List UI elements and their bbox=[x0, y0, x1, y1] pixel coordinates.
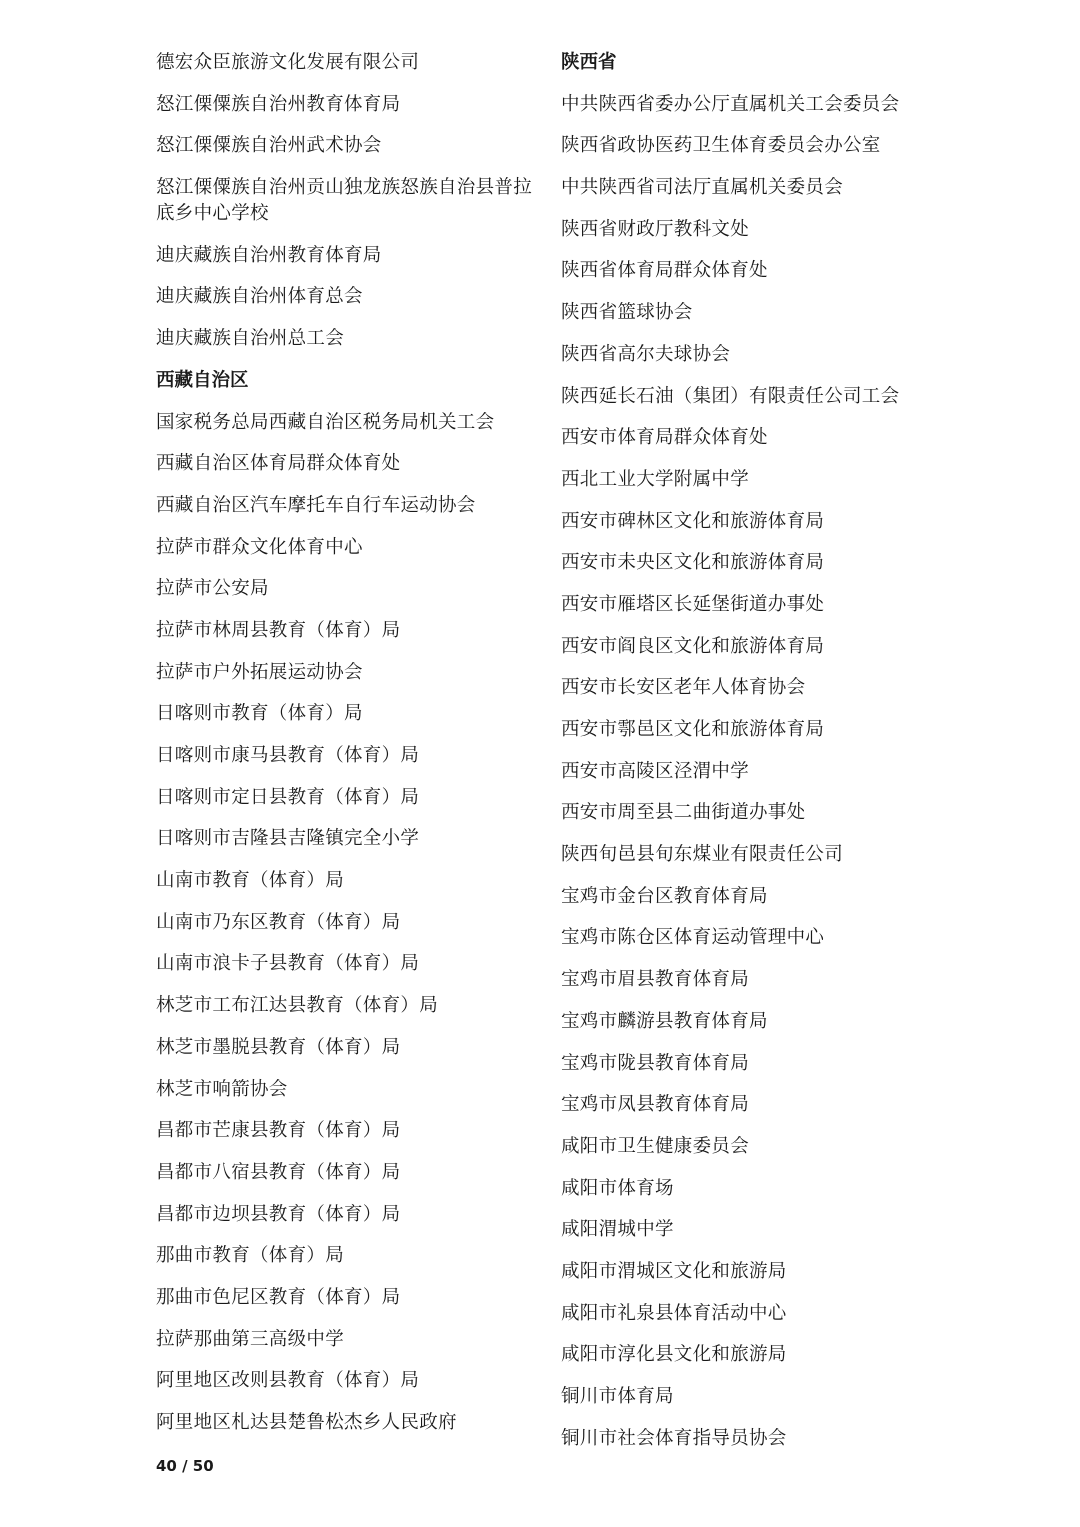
list-item: 铜川市体育局 bbox=[561, 1386, 674, 1407]
list-item: 西安市鄠邑区文化和旅游体育局 bbox=[561, 719, 825, 740]
list-item: 拉萨市群众文化体育中心 bbox=[156, 536, 363, 558]
list-item: 宝鸡市凤县教育体育局 bbox=[561, 1094, 750, 1116]
list-item: 中共陕西省司法厅直属机关委员会 bbox=[561, 177, 844, 199]
list-item: 日喀则市教育（体育）局 bbox=[156, 703, 363, 725]
list-item: 西安市体育局群众体育处 bbox=[561, 427, 768, 449]
list-item: 西安市周至县二曲街道办事处 bbox=[561, 802, 806, 824]
list-item: 咸阳渭城中学 bbox=[561, 1219, 674, 1241]
list-item: 宝鸡市麟游县教育体育局 bbox=[561, 1010, 768, 1032]
page-number: 40 / 50 bbox=[156, 1457, 214, 1475]
list-item: 迪庆藏族自治州总工会 bbox=[156, 328, 345, 350]
list-item: 日喀则市康马县教育（体育）局 bbox=[156, 745, 420, 766]
list-item: 西安市阎良区文化和旅游体育局 bbox=[561, 635, 825, 657]
list-item: 西安市未央区文化和旅游体育局 bbox=[561, 552, 825, 574]
list-item: 迪庆藏族自治州体育总会 bbox=[156, 286, 363, 308]
list-item: 陕西延长石油（集团）有限责任公司工会 bbox=[561, 385, 900, 407]
list-item: 德宏众臣旅游文化发展有限公司 bbox=[156, 52, 420, 73]
list-item: 陕西省高尔夫球协会 bbox=[561, 343, 731, 365]
section-heading: 陕西省 bbox=[561, 52, 617, 73]
list-item: 怒江傈僳族自治州贡山独龙族怒族自治县普拉底乡中心学校 bbox=[156, 177, 533, 225]
list-item: 拉萨市户外拓展运动协会 bbox=[156, 661, 363, 683]
list-item: 那曲市色尼区教育（体育）局 bbox=[156, 1286, 401, 1308]
list-item: 怒江傈僳族自治州教育体育局 bbox=[156, 93, 401, 115]
left-column bbox=[156, 50, 536, 1452]
list-item: 西安市长安区老年人体育协会 bbox=[561, 677, 806, 699]
list-item: 日喀则市定日县教育（体育）局 bbox=[156, 786, 420, 808]
list-item: 中共陕西省委办公厅直属机关工会委员会 bbox=[561, 93, 900, 115]
list-item: 咸阳市淳化县文化和旅游局 bbox=[561, 1344, 787, 1366]
list-item: 拉萨市公安局 bbox=[156, 578, 269, 600]
list-item: 陕西省政协医药卫生体育委员会办公室 bbox=[561, 135, 881, 157]
list-item: 山南市浪卡子县教育（体育）局 bbox=[156, 953, 420, 975]
list-item: 宝鸡市陇县教育体育局 bbox=[561, 1052, 750, 1074]
list-item: 林芝市响箭协会 bbox=[156, 1078, 288, 1100]
list-item: 铜川市社会体育指导员协会 bbox=[561, 1427, 787, 1449]
list-item: 西安市碑林区文化和旅游体育局 bbox=[561, 510, 825, 532]
list-item: 国家税务总局西藏自治区税务局机关工会 bbox=[156, 411, 495, 433]
list-item: 阿里地区札达县楚鲁松杰乡人民政府 bbox=[156, 1412, 457, 1433]
list-item: 昌都市芒康县教育（体育）局 bbox=[156, 1120, 401, 1142]
list-item: 拉萨那曲第三高级中学 bbox=[156, 1328, 345, 1350]
list-item: 林芝市墨脱县教育（体育）局 bbox=[156, 1036, 401, 1058]
list-item: 怒江傈僳族自治州武术协会 bbox=[156, 135, 382, 157]
list-item: 咸阳市体育场 bbox=[561, 1177, 674, 1199]
list-item: 陕西旬邑县旬东煤业有限责任公司 bbox=[561, 844, 844, 866]
list-item: 日喀则市吉隆县吉隆镇完全小学 bbox=[156, 828, 420, 850]
list-item: 西藏自治区汽车摩托车自行车运动协会 bbox=[156, 494, 476, 516]
list-item: 宝鸡市金台区教育体育局 bbox=[561, 885, 768, 907]
list-item: 昌都市八宿县教育（体育）局 bbox=[156, 1161, 401, 1183]
list-item: 咸阳市礼泉县体育活动中心 bbox=[561, 1302, 787, 1324]
list-item: 山南市乃东区教育（体育）局 bbox=[156, 911, 401, 933]
list-item: 咸阳市渭城区文化和旅游局 bbox=[561, 1260, 787, 1282]
list-item: 宝鸡市陈仓区体育运动管理中心 bbox=[561, 927, 825, 949]
list-item: 西安市雁塔区长延堡街道办事处 bbox=[561, 593, 825, 615]
list-item: 拉萨市林周县教育（体育）局 bbox=[156, 619, 401, 641]
list-item: 林芝市工布江达县教育（体育）局 bbox=[156, 995, 439, 1017]
section-heading: 西藏自治区 bbox=[156, 369, 249, 391]
list-item: 那曲市教育（体育）局 bbox=[156, 1245, 345, 1267]
right-column bbox=[561, 50, 981, 1467]
list-item: 陕西省体育局群众体育处 bbox=[561, 260, 768, 282]
list-item: 陕西省财政厅教科文处 bbox=[561, 218, 750, 240]
list-item: 西藏自治区体育局群众体育处 bbox=[156, 453, 401, 475]
list-item: 西安市高陵区泾渭中学 bbox=[561, 760, 750, 782]
list-item: 山南市教育（体育）局 bbox=[156, 870, 345, 892]
list-item: 西北工业大学附属中学 bbox=[561, 468, 750, 490]
list-item: 陕西省篮球协会 bbox=[561, 302, 693, 324]
list-item: 咸阳市卫生健康委员会 bbox=[561, 1135, 750, 1157]
list-item: 宝鸡市眉县教育体育局 bbox=[561, 969, 750, 991]
list-item: 迪庆藏族自治州教育体育局 bbox=[156, 244, 382, 266]
list-item: 昌都市边坝县教育（体育）局 bbox=[156, 1203, 401, 1225]
list-item: 阿里地区改则县教育（体育）局 bbox=[156, 1370, 420, 1392]
